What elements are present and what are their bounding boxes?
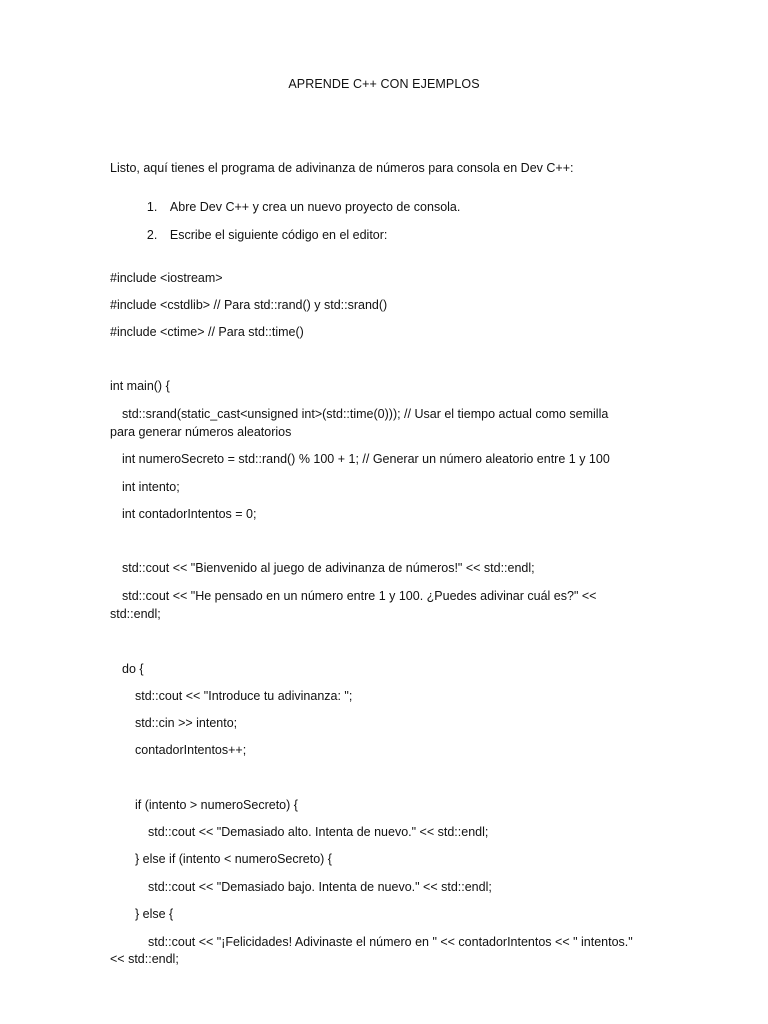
code-line: #include <cstdlib> // Para std::rand() y std::srand() <box>110 298 388 312</box>
code-line: int intento; <box>122 480 180 494</box>
code-line: do { <box>122 662 144 676</box>
code-line: int contadorIntentos = 0; <box>122 507 257 521</box>
list-text: Escribe el siguiente código en el editor: <box>169 228 388 242</box>
list-item <box>133 214 387 256</box>
code-line: std::cin >> intento; <box>135 716 238 730</box>
code-line: contadorIntentos++; <box>135 743 247 757</box>
document-title: APRENDE C++ CON EJEMPLOS <box>288 77 480 91</box>
code-line: if (intento > numeroSecreto) { <box>135 798 298 812</box>
code-line: std::cout << "He pensado en un número entre 1 y 100. ¿Puedes adivinar cuál es?" << <box>122 589 597 603</box>
intro-paragraph: Listo, aquí tienes el programa de adivinanza de números para consola en Dev C++: <box>110 161 574 175</box>
code-line: std::srand(static_cast<unsigned int>(std::time(0))); // Usar el tiempo actual como semilla <box>122 407 609 421</box>
code-line: #include <iostream> <box>110 271 223 285</box>
list-number: 1. <box>146 200 158 214</box>
code-line: para generar números aleatorios <box>110 425 292 439</box>
code-line: #include <ctime> // Para std::time() <box>110 325 304 339</box>
code-line: std::cout << "Introduce tu adivinanza: "; <box>135 689 353 703</box>
code-line: std::cout << "Demasiado bajo. Intenta de nuevo." << std::endl; <box>148 880 492 894</box>
code-line: std::cout << "¡Felicidades! Adivinaste el número en " << contadorIntentos << " intentos." <box>148 935 633 949</box>
code-line: << std::endl; <box>110 952 179 966</box>
code-line: std::cout << "Demasiado alto. Intenta de nuevo." << std::endl; <box>148 825 489 839</box>
list-number: 2. <box>146 228 158 242</box>
code-line: std::cout << "Bienvenido al juego de adivinanza de números!" << std::endl; <box>122 561 535 575</box>
code-line: } else { <box>135 907 174 921</box>
code-line: int numeroSecreto = std::rand() % 100 + 1; // Generar un número aleatorio entre 1 y 100 <box>122 452 610 466</box>
code-line: int main() { <box>110 379 170 393</box>
list-text: Abre Dev C++ y crea un nuevo proyecto de consola. <box>169 200 461 214</box>
code-line: std::endl; <box>110 607 161 621</box>
code-line: } else if (intento < numeroSecreto) { <box>135 852 332 866</box>
